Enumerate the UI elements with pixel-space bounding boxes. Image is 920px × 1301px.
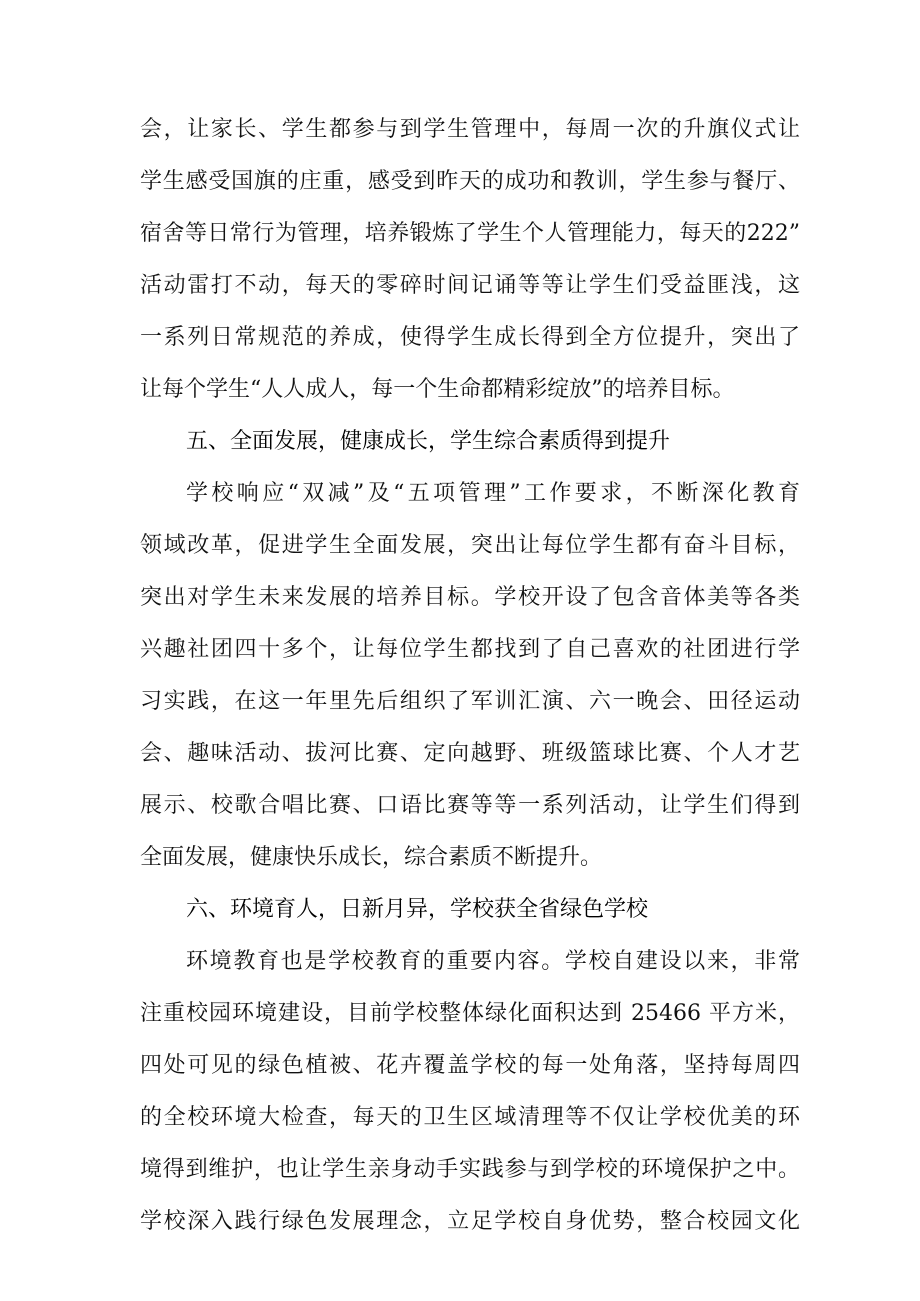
paragraph-line: 四处可见的绿色植被、花卉覆盖学校的每一处角落，坚持每周四 [140,1053,800,1078]
paragraph-line: 宿舍等日常行为管理，培养锻炼了学生个人管理能力，每天的222” [140,221,800,246]
paragraph-line: 展示、校歌合唱比赛、口语比赛等等一系列活动，让学生们得到 [140,793,800,818]
paragraph-line: 学校深入践行绿色发展理念，立足学校自身优势，整合校园文化 [140,1209,800,1234]
paragraph-line: 突出对学生未来发展的培养目标。学校开设了包含音体美等各类 [140,585,800,610]
paragraph-line: 领域改革，促进学生全面发展，突出让每位学生都有奋斗目标， [140,533,800,558]
paragraph-line: 的全校环境大检查，每天的卫生区域清理等不仅让学校优美的环 [140,1105,800,1130]
paragraph-line: 会、趣味活动、拔河比赛、定向越野、班级篮球比赛、个人才艺 [140,741,800,766]
paragraph-line: 学生感受国旗的庄重，感受到昨天的成功和教训，学生参与餐厅、 [140,169,800,194]
paragraph-line: 环境教育也是学校教育的重要内容。学校自建设以来，非常 [186,949,800,974]
paragraph-line: 习实践，在这一年里先后组织了军训汇演、六一晚会、田径运动 [140,689,800,714]
paragraph-line: 一系列日常规范的养成，使得学生成长得到全方位提升，突出了 [140,325,800,350]
paragraph-line: 兴趣社团四十多个，让每位学生都找到了自己喜欢的社团进行学 [140,637,800,662]
paragraph-line: 学校响应“双减”及“五项管理”工作要求，不断深化教育 [186,481,800,506]
paragraph-line: 会，让家长、学生都参与到学生管理中，每周一次的升旗仪式让 [140,117,800,142]
paragraph-line: 活动雷打不动，每天的零碎时间记诵等等让学生们受益匪浅，这 [140,273,800,298]
section-heading: 六、环境育人，日新月异，学校获全省绿色学校 [186,897,649,922]
paragraph-line: 境得到维护，也让学生亲身动手实践参与到学校的环境保护之中。 [140,1157,800,1182]
paragraph-line: 注重校园环境建设，目前学校整体绿化面积达到 25466 平方米， [140,1001,800,1026]
paragraph-line: 全面发展，健康快乐成长，综合素质不断提升。 [140,845,603,870]
paragraph-line: 让每个学生“人人成人，每一个生命都精彩绽放”的培养目标。 [140,377,735,402]
section-heading: 五、全面发展，健康成长，学生综合素质得到提升 [186,429,671,454]
